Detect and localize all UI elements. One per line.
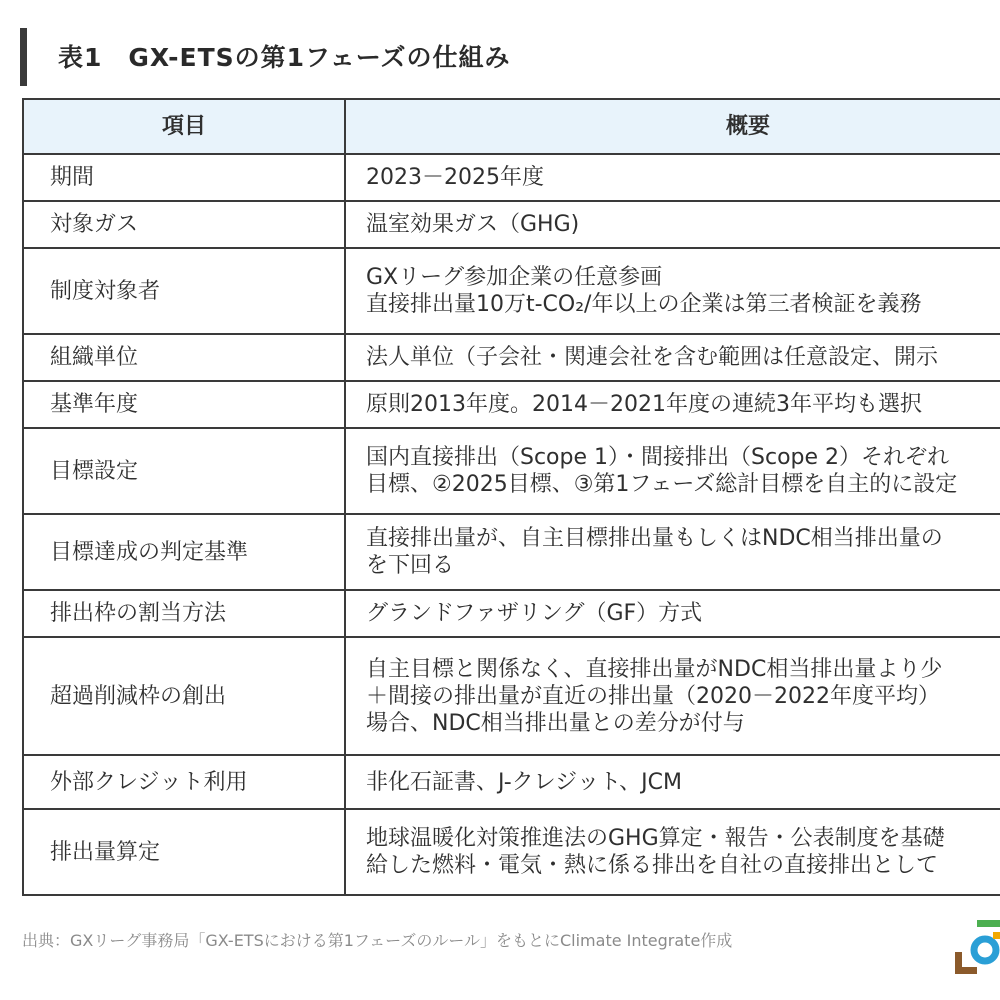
- header-item: 項目: [23, 99, 345, 154]
- row-description: [345, 809, 1000, 895]
- row-item-label: 目標達成の判定基準: [23, 514, 345, 590]
- table-row: [23, 154, 1000, 201]
- row-item-label: 組織単位: [23, 334, 345, 381]
- row-item-label: 基準年度: [23, 381, 345, 428]
- row-description: [345, 428, 1000, 514]
- description-line: 法人単位（子会社・関連会社を含む範囲は任意設定、開示: [366, 345, 939, 370]
- source-note: 出典：GXリーグ事務局「GX-ETSにおける第1フェーズのルール」をもとにClimate Integrate作成: [22, 931, 733, 950]
- row-description: [345, 248, 1000, 334]
- row-description: [345, 201, 1000, 248]
- row-item-label: 超過削減枠の創出: [23, 637, 345, 755]
- header-summary: 概要: [345, 99, 1000, 154]
- table-header-row: [23, 99, 1000, 154]
- table-row: [23, 809, 1000, 895]
- table-row: [23, 428, 1000, 514]
- table-row: [23, 514, 1000, 590]
- title-accent-bar: [20, 28, 27, 86]
- row-item-label: 対象ガス: [23, 201, 345, 248]
- table-row: [23, 755, 1000, 809]
- climate-integrate-logo-icon: [955, 920, 1000, 980]
- row-description: [345, 381, 1000, 428]
- description-line: を下回る: [366, 553, 455, 578]
- row-item-label: 制度対象者: [23, 248, 345, 334]
- description-line: 地球温暖化対策推進法のGHG算定・報告・公表制度を基礎: [366, 826, 945, 851]
- row-item-label: 外部クレジット利用: [23, 755, 345, 809]
- row-description: [345, 637, 1000, 755]
- description-line: GXリーグ参加企業の任意参画: [366, 265, 663, 290]
- table-row: [23, 590, 1000, 637]
- row-item-label: 排出枠の割当方法: [23, 590, 345, 637]
- description-line: 国内直接排出（Scope 1）・間接排出（Scope 2）それぞれ: [366, 445, 950, 470]
- row-description: [345, 590, 1000, 637]
- table-container: [22, 98, 1000, 896]
- description-line: グランドファザリング（GF）方式: [366, 601, 703, 626]
- description-line: 温室効果ガス（GHG): [366, 212, 580, 237]
- row-item-label: 期間: [23, 154, 345, 201]
- phase1-table: [22, 98, 1000, 896]
- table-row: [23, 334, 1000, 381]
- row-item-label: 排出量算定: [23, 809, 345, 895]
- description-line: 目標、②2025目標、③第1フェーズ総計目標を自主的に設定: [366, 472, 958, 497]
- table-row: [23, 637, 1000, 755]
- row-item-label: 目標設定: [23, 428, 345, 514]
- row-description: [345, 755, 1000, 809]
- row-description: [345, 334, 1000, 381]
- description-line: 自主目標と関係なく、直接排出量がNDC相当排出量より少: [366, 656, 943, 682]
- description-line: 直接排出量が、自主目標排出量もしくはNDC相当排出量の: [366, 526, 943, 551]
- table-row: [23, 381, 1000, 428]
- description-line: ＋間接の排出量が直近の排出量（2020－2022年度平均）: [366, 683, 940, 709]
- description-line: 2023－2025年度: [366, 165, 544, 190]
- page-title: 表1 GX-ETSの第1フェーズの仕組み: [58, 43, 511, 72]
- description-line: 場合、NDC相当排出量との差分が付与: [366, 710, 745, 736]
- description-line: 直接排出量10万t-CO₂/年以上の企業は第三者検証を義務: [366, 292, 922, 317]
- row-description: [345, 154, 1000, 201]
- table-row: [23, 201, 1000, 248]
- table-row: [23, 248, 1000, 334]
- description-line: 原則2013年度。2014－2021年度の連続3年平均も選択: [366, 392, 922, 417]
- description-line: 非化石証書、J-クレジット、JCM: [366, 769, 682, 795]
- row-description: [345, 514, 1000, 590]
- description-line: 給した燃料・電気・熱に係る排出を自社の直接排出として: [366, 853, 939, 878]
